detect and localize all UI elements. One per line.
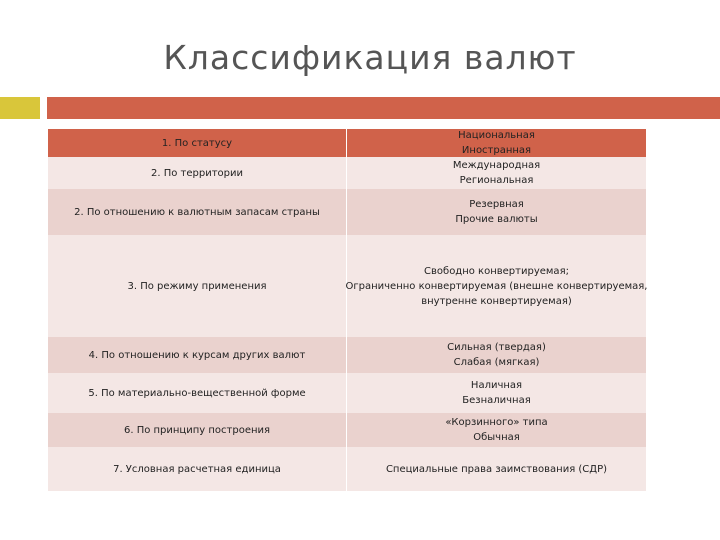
- values-cell: [347, 235, 646, 337]
- criterion-cell: 5. По материально-вещественной форме: [48, 373, 347, 413]
- value-line: Национальная: [458, 130, 535, 141]
- value-line: Ограниченно конвертируемая (внешне конвертируемая,: [345, 280, 648, 292]
- value-line: Резервная: [469, 199, 524, 210]
- value-line: «Корзинного» типа: [445, 417, 548, 428]
- values-cell: [347, 189, 646, 235]
- table-row: [48, 373, 646, 413]
- value-line: Международная: [452, 160, 541, 171]
- criterion-cell: 3. По режиму применения: [48, 235, 347, 337]
- value-line: Специальные права заимствования (СДР): [385, 463, 608, 475]
- value-line: Слабая (мягкая): [453, 357, 540, 368]
- values-cell: [347, 337, 646, 373]
- slide-title: Классификация валют: [163, 38, 577, 77]
- table-row: [48, 413, 646, 447]
- value-line: Свободно конвертируемая;: [424, 265, 569, 277]
- criterion-cell: 4. По отношению к курсам других валют: [48, 337, 347, 373]
- value-line: внутренне конвертируемая): [421, 295, 572, 307]
- value-line: Сильная (твердая): [447, 342, 546, 353]
- criterion-cell: 6. По принципу построения: [48, 413, 347, 447]
- table-row: [48, 129, 646, 157]
- values-cell: [347, 413, 646, 447]
- criterion-cell: 2. По территории: [48, 157, 347, 189]
- criterion-cell: 1. По статусу: [48, 129, 347, 157]
- values-cell: [347, 129, 646, 157]
- values-cell: [347, 157, 646, 189]
- value-line: Региональная: [459, 175, 534, 186]
- table-row: [48, 157, 646, 189]
- decorative-bar: [47, 97, 720, 119]
- values-cell: [347, 373, 646, 413]
- table-row: [48, 189, 646, 235]
- currency-classification-table: [48, 129, 646, 491]
- table-row: [48, 337, 646, 373]
- criterion-cell: 2. По отношению к валютным запасам страны: [48, 189, 347, 235]
- value-line: Прочие валюты: [455, 214, 538, 225]
- table-row: [48, 235, 646, 337]
- value-line: Безналичная: [462, 395, 531, 406]
- values-cell: [347, 447, 646, 491]
- value-line: Обычная: [473, 432, 520, 443]
- value-line: Иностранная: [461, 145, 532, 156]
- decorative-square: [0, 97, 40, 119]
- value-line: Наличная: [470, 380, 523, 391]
- criterion-cell: 7. Условная расчетная единица: [48, 447, 347, 491]
- table-row: [48, 447, 646, 491]
